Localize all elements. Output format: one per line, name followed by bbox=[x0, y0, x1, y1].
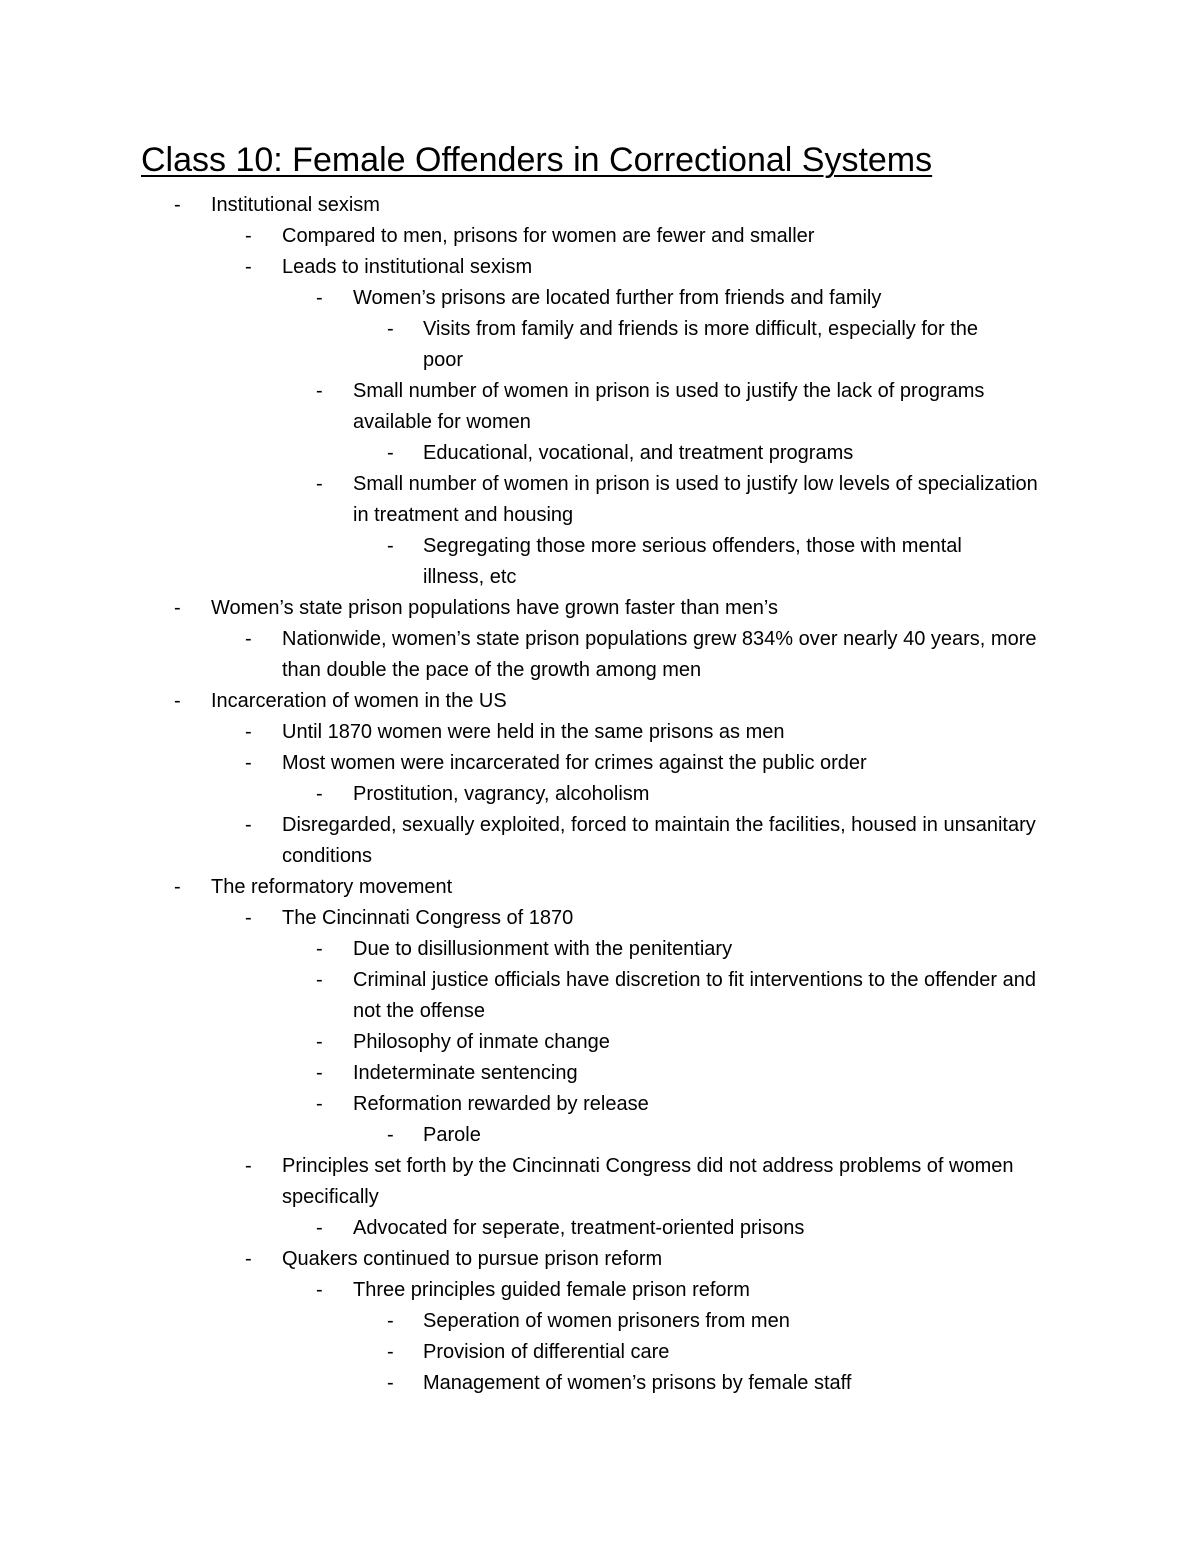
list-item bbox=[0, 283, 1053, 314]
list-item-text: Parole bbox=[423, 1124, 481, 1146]
list-item bbox=[0, 1213, 1053, 1244]
list-item bbox=[0, 314, 1023, 376]
list-item-text: Principles set forth by the Cincinnati Congress did not address problems of women specifically bbox=[282, 1155, 1014, 1208]
list-item-text: Philosophy of inmate change bbox=[353, 1031, 610, 1053]
bullet-dash: - bbox=[245, 752, 252, 774]
bullet-dash: - bbox=[316, 1031, 323, 1053]
list-item bbox=[0, 934, 1053, 965]
list-item bbox=[0, 1151, 1052, 1213]
list-item bbox=[0, 469, 1053, 531]
list-item bbox=[0, 903, 1052, 934]
list-item-text: Leads to institutional sexism bbox=[282, 256, 533, 278]
list-item bbox=[0, 190, 1051, 221]
list-item-text: Criminal justice officials have discretion to fit interventions to the offender and not the offense bbox=[353, 969, 1036, 1022]
list-item bbox=[0, 1368, 1023, 1399]
list-item bbox=[0, 965, 1053, 1027]
list-item bbox=[0, 748, 1052, 779]
list-item-text: Incarceration of women in the US bbox=[211, 690, 507, 712]
list-item bbox=[0, 1306, 1023, 1337]
list-item-text: Due to disillusionment with the penitentiary bbox=[353, 938, 733, 960]
list-item-text: Indeterminate sentencing bbox=[353, 1062, 578, 1084]
page-title: Class 10: Female Offenders in Correctional Systems bbox=[141, 141, 933, 179]
list-item bbox=[0, 1120, 1023, 1151]
list-item-text: The reformatory movement bbox=[211, 876, 453, 898]
bullet-dash: - bbox=[387, 1372, 394, 1394]
list-item-text: Nationwide, women’s state prison populations grew 834% over nearly 40 years, more than double the pace of the growth among men bbox=[282, 628, 1037, 681]
list-item-text: Three principles guided female prison reform bbox=[353, 1279, 750, 1301]
bullet-dash: - bbox=[245, 814, 252, 836]
bullet-dash: - bbox=[316, 287, 323, 309]
list-item bbox=[0, 1058, 1053, 1089]
list-item-text: Disregarded, sexually exploited, forced to maintain the facilities, housed in unsanitary conditions bbox=[282, 814, 1036, 867]
list-item bbox=[0, 1275, 1053, 1306]
list-item-text: Segregating those more serious offenders, those with mental illness, etc bbox=[423, 535, 962, 588]
list-item bbox=[0, 531, 1023, 593]
bullet-dash: - bbox=[387, 1124, 394, 1146]
list-item-text: Most women were incarcerated for crimes against the public order bbox=[282, 752, 867, 774]
list-item-text: Women’s prisons are located further from friends and family bbox=[353, 287, 882, 309]
list-item bbox=[0, 376, 1053, 438]
list-item bbox=[0, 1244, 1052, 1275]
bullet-dash: - bbox=[245, 628, 252, 650]
bullet-dash: - bbox=[316, 380, 323, 402]
bullet-dash: - bbox=[245, 225, 252, 247]
bullet-dash: - bbox=[174, 194, 181, 216]
bullet-dash: - bbox=[316, 969, 323, 991]
list-item bbox=[0, 1337, 1023, 1368]
list-item bbox=[0, 1027, 1053, 1058]
bullet-dash: - bbox=[316, 938, 323, 960]
bullet-dash: - bbox=[316, 1062, 323, 1084]
bullet-dash: - bbox=[387, 442, 394, 464]
bullet-dash: - bbox=[387, 318, 394, 340]
list-item bbox=[0, 1089, 1053, 1120]
list-item bbox=[0, 717, 1052, 748]
list-item-text: Reformation rewarded by release bbox=[353, 1093, 649, 1115]
list-item bbox=[0, 252, 1052, 283]
list-item-text: Quakers continued to pursue prison reform bbox=[282, 1248, 663, 1270]
bullet-dash: - bbox=[245, 1155, 252, 1177]
bullet-dash: - bbox=[174, 690, 181, 712]
bullet-dash: - bbox=[174, 597, 181, 619]
list-item-text: Compared to men, prisons for women are fewer and smaller bbox=[282, 225, 815, 247]
list-item-text: Management of women’s prisons by female staff bbox=[423, 1372, 852, 1394]
list-item-text: Small number of women in prison is used to justify low levels of specialization in treatment and housing bbox=[353, 473, 1038, 526]
bullet-dash: - bbox=[245, 907, 252, 929]
bullet-dash: - bbox=[245, 1248, 252, 1270]
bullet-dash: - bbox=[316, 1093, 323, 1115]
notes-list bbox=[0, 190, 1200, 1399]
list-item bbox=[0, 221, 1052, 252]
bullet-dash: - bbox=[387, 1310, 394, 1332]
list-item-text: Seperation of women prisoners from men bbox=[423, 1310, 790, 1332]
list-item bbox=[0, 872, 1051, 903]
list-item bbox=[0, 810, 1052, 872]
list-item-text: Until 1870 women were held in the same prisons as men bbox=[282, 721, 785, 743]
list-item-text: Visits from family and friends is more difficult, especially for the poor bbox=[423, 318, 979, 371]
bullet-dash: - bbox=[316, 1279, 323, 1301]
bullet-dash: - bbox=[316, 473, 323, 495]
bullet-dash: - bbox=[387, 1341, 394, 1363]
bullet-dash: - bbox=[245, 256, 252, 278]
list-item-text: Small number of women in prison is used to justify the lack of programs available for women bbox=[353, 380, 985, 433]
list-item-text: Provision of differential care bbox=[423, 1341, 670, 1363]
list-item bbox=[0, 686, 1051, 717]
bullet-dash: - bbox=[387, 535, 394, 557]
list-item bbox=[0, 593, 1051, 624]
bullet-dash: - bbox=[316, 1217, 323, 1239]
list-item-text: The Cincinnati Congress of 1870 bbox=[282, 907, 574, 929]
bullet-dash: - bbox=[174, 876, 181, 898]
list-item-text: Institutional sexism bbox=[211, 194, 380, 216]
bullet-dash: - bbox=[245, 721, 252, 743]
list-item bbox=[0, 779, 1053, 810]
list-item-text: Women’s state prison populations have grown faster than men’s bbox=[211, 597, 778, 619]
list-item-text: Prostitution, vagrancy, alcoholism bbox=[353, 783, 650, 805]
list-item-text: Advocated for seperate, treatment-oriented prisons bbox=[353, 1217, 805, 1239]
bullet-dash: - bbox=[316, 783, 323, 805]
list-item bbox=[0, 624, 1052, 686]
list-item bbox=[0, 438, 1023, 469]
list-item-text: Educational, vocational, and treatment programs bbox=[423, 442, 854, 464]
